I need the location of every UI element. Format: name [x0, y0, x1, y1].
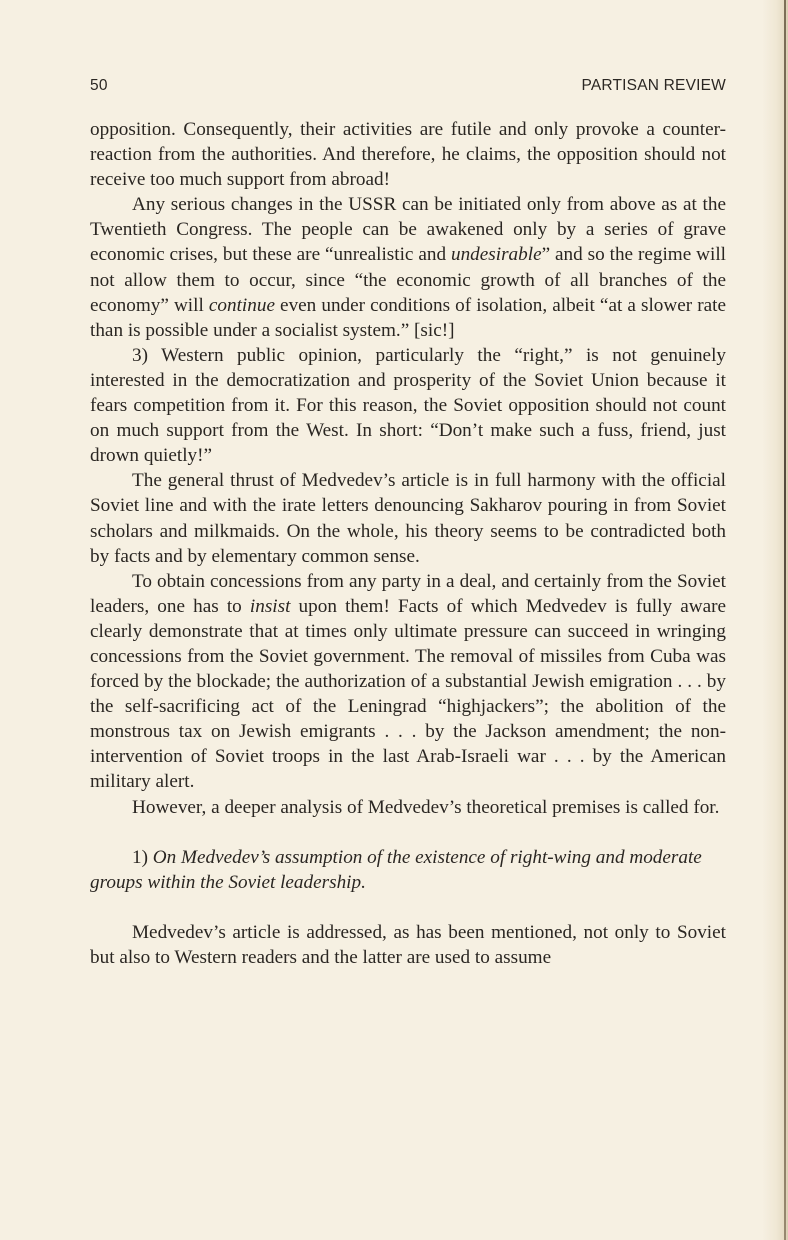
text-run: ” and so the regime will not allow them to occur, since “the economic growth of all branches of the economy” will	[90, 244, 727, 316]
page-edge-line	[784, 0, 786, 1240]
paragraph-addressed: Medvedev’s article is addressed, as has been mentioned, not only to Soviet but also to Western readers and the latter are used to assume	[90, 921, 726, 968]
journal-title: PARTISAN REVIEW	[581, 77, 726, 94]
body-text	[90, 117, 726, 970]
italic-undesirable: undesirable	[450, 244, 542, 266]
paragraph-concessions	[90, 569, 726, 795]
paragraph-deeper-analysis: However, a deeper analysis of Medvedev’s theoretical premises is called for.	[132, 796, 720, 818]
text-run: upon them! Facts of which Medvedev is fully aware clearly demonstrate that at times only ultimate pressure can succeed in wringing concessions from the Soviet government. The removal of missiles from Cuba was forced by the blockade; the authorization of a substantial Jewish emigration . . . by the self-sacrificing act of the Leningrad “highjackers”; the abolition of the monstrous tax on Jewish emigrants . . . by the Jackson amendment; the non-intervention of Soviet troops in the last Arab-Israeli war . . . by the American military alert.	[90, 595, 726, 793]
text-run: To obtain concessions from any party in a deal, and certainly from the Soviet leaders, one has to	[90, 570, 726, 617]
running-head	[90, 77, 726, 95]
section-number: 1)	[132, 846, 153, 868]
paragraph-serious-changes	[90, 192, 726, 343]
paragraph-general-thrust: The general thrust of Medvedev’s article is in full harmony with the official Soviet line and with the irate letters denouncing Sakharov pouring in from Soviet scholars and milkmaids. On the whole, his theory seems to be contradicted both by facts and by elementary common sense.	[90, 470, 726, 567]
text-run: Any serious changes in the USSR can be initiated only from above as at the Twentieth Congress. The people can be awakened only by a series of grave economic crises, but these are “unrealistic and	[90, 194, 726, 266]
section-heading	[90, 845, 726, 895]
italic-continue: continue	[208, 294, 275, 316]
italic-insist: insist	[249, 595, 291, 617]
page-number: 50	[90, 77, 108, 94]
section-title: On Medvedev’s assumption of the existence of right-wing and moderate groups within the Soviet leadership.	[90, 846, 702, 893]
paragraph-western-opinion: 3) Western public opinion, particularly the “right,” is not genuinely interested in the democratization and prosperity of the Soviet Union because it fears competition from it. For this reason, the Soviet opposition should not count on much support from the West. In short: “Don’t make such a fuss, friend, just drown quietly!”	[90, 344, 726, 467]
text-run: even under conditions of isolation, albeit “at a slower rate than is possible under a socialist system.” [sic!]	[90, 294, 726, 341]
paragraph-continuation: opposition. Consequently, their activities are futile and only provoke a counter-reaction from the authorities. And therefore, he claims, the opposition should not receive too much support from abroad!	[90, 119, 726, 191]
